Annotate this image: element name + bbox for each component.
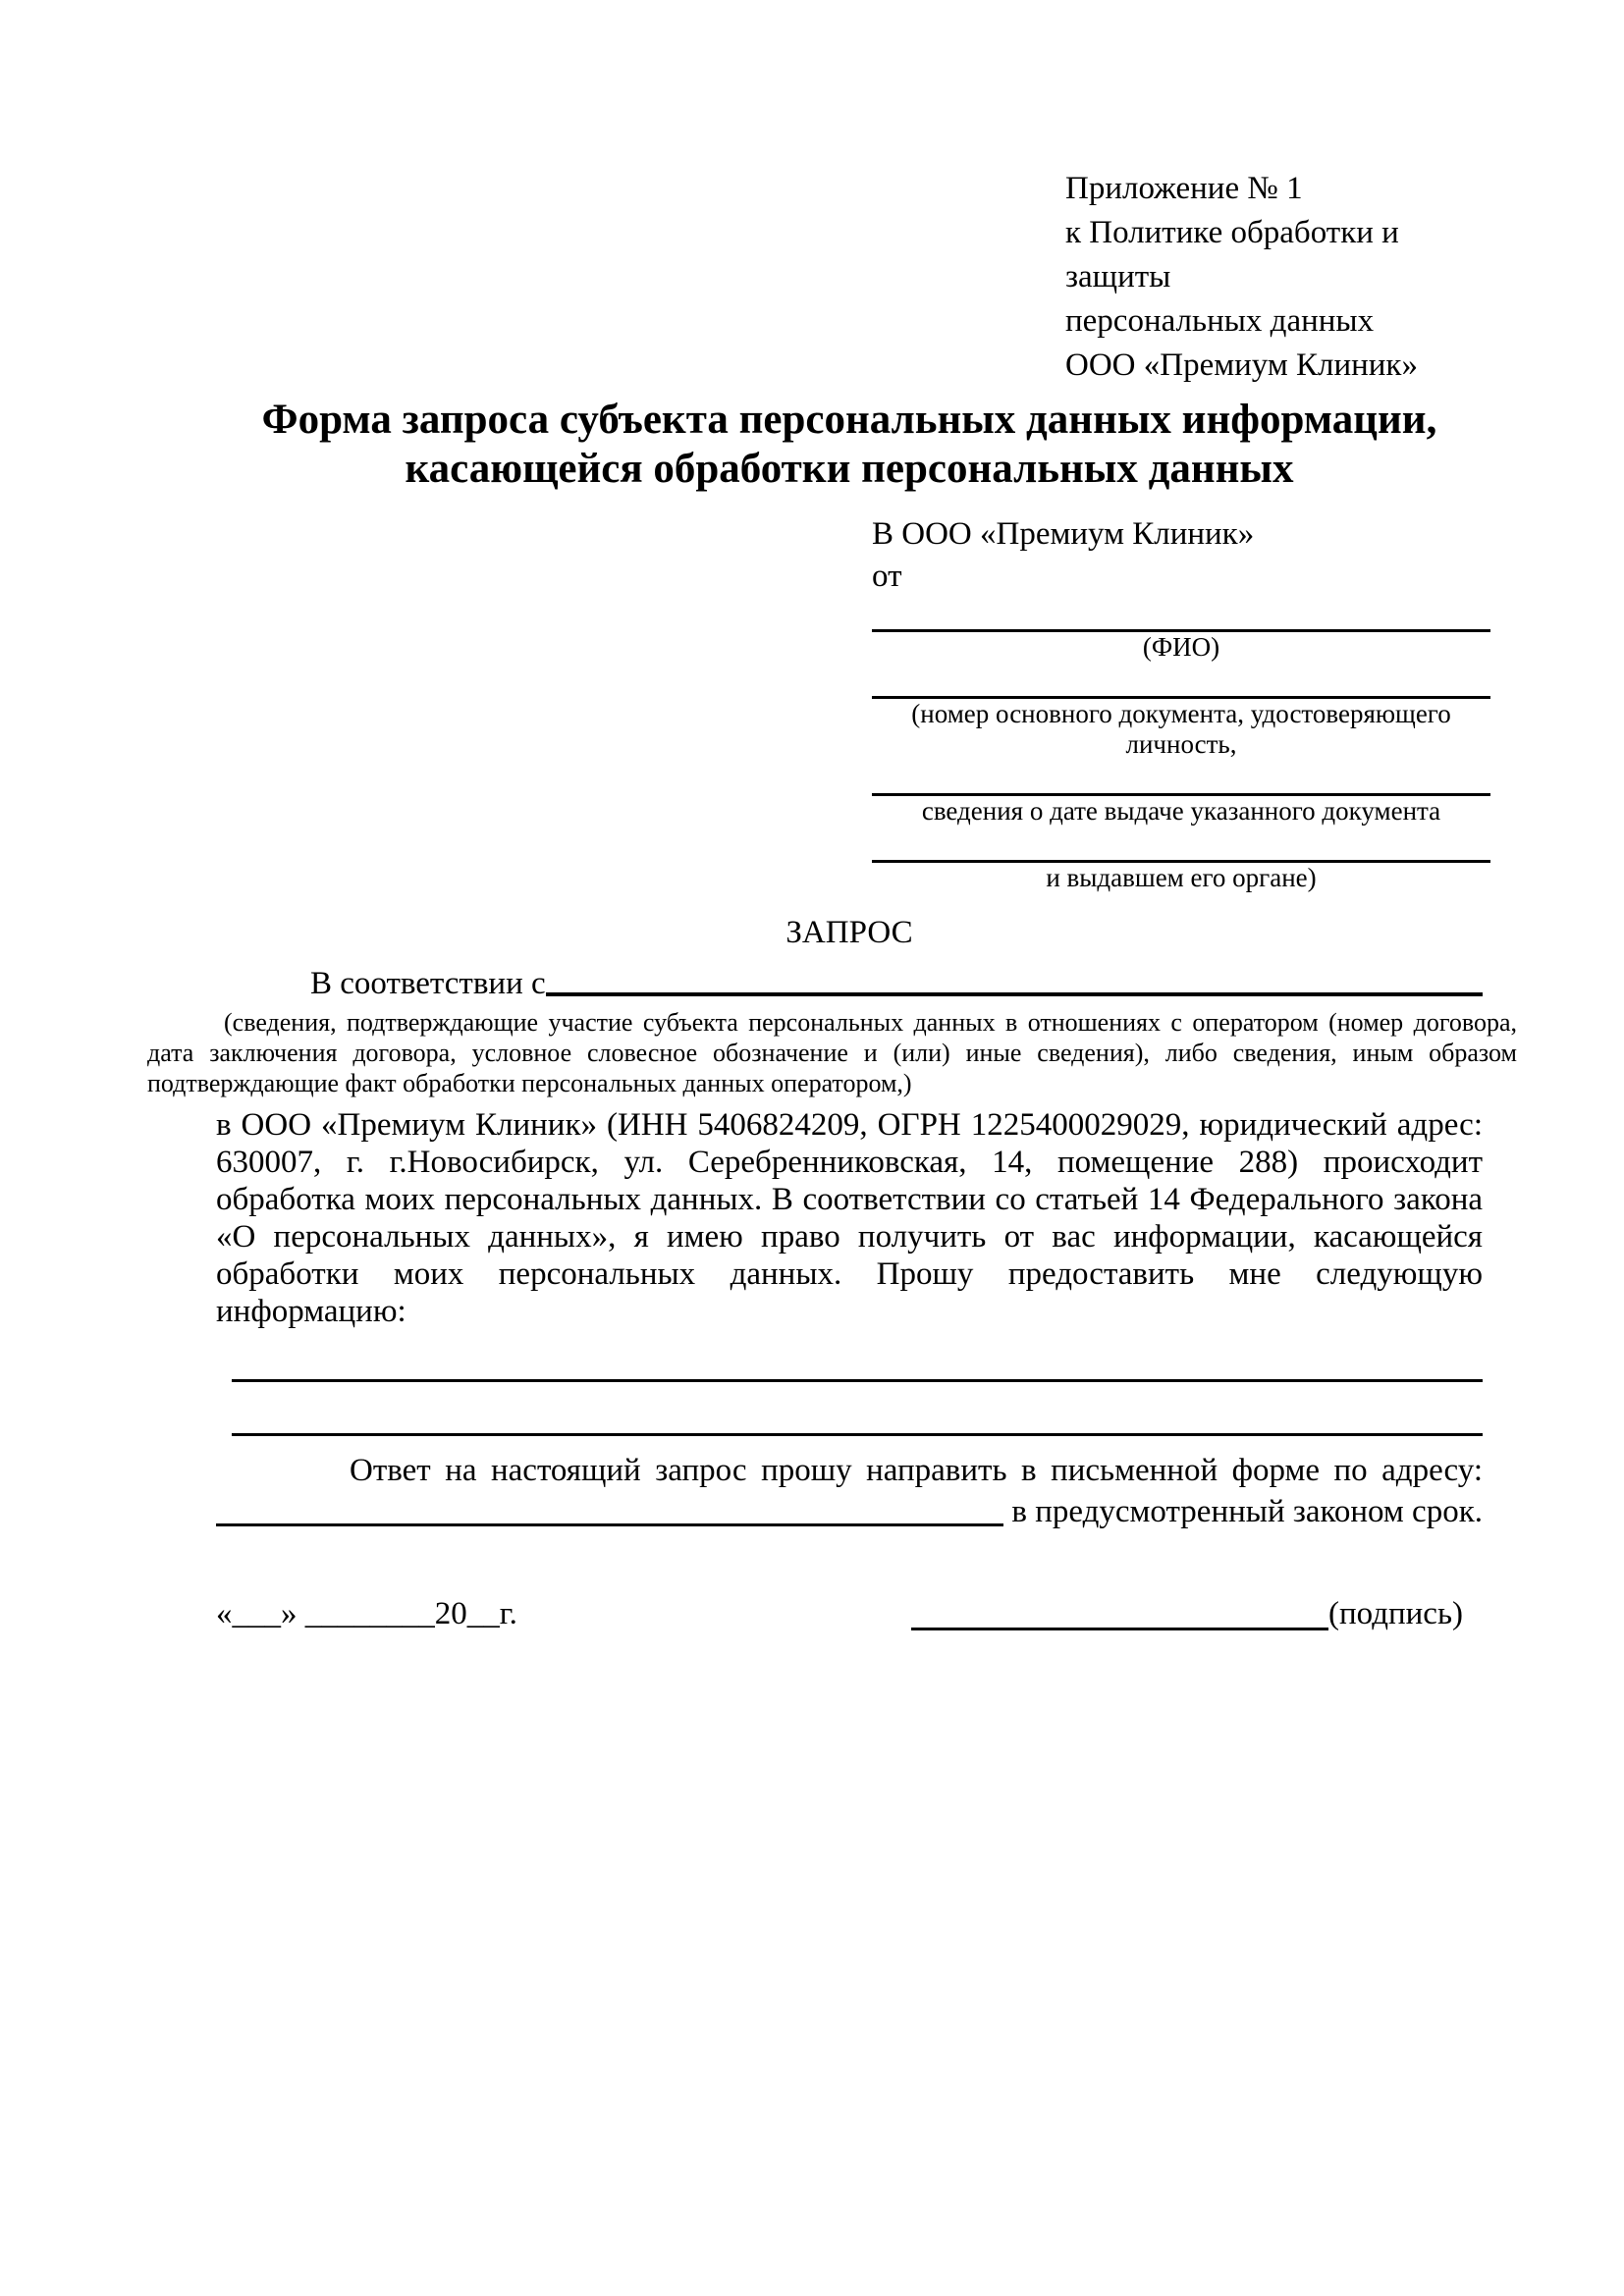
appendix-header [1065,167,1483,388]
blank-line [216,1491,1003,1526]
intro-label: В соответствии с [310,966,546,1001]
addressee-to: В ООО «Премиум Клиник» [872,516,1255,552]
request-section [216,913,1483,1003]
document-title-line: касающейся обработки персональных данных [405,446,1294,492]
appendix-header-line: Приложение № 1 [1065,171,1303,206]
blank-line [546,960,1483,996]
blank-line [872,827,1490,863]
signature-line [911,1591,1328,1630]
blank-line [232,1352,1483,1382]
reply-suffix: в предусмотренный законом срок. [1011,1494,1483,1529]
request-heading: ЗАПРОС [785,915,913,950]
addressee-block [872,511,1490,893]
signature-caption: (подпись) [1328,1596,1463,1631]
blank-line [872,596,1490,632]
blank-line [232,1406,1483,1436]
field-caption: и выдавшем его органе) [1046,863,1317,892]
fio-field [872,596,1490,663]
document-number-field [872,663,1490,760]
field-caption: сведения о дате выдаче указанного документа [921,796,1441,826]
appendix-header-line: персональных данных [1065,303,1375,339]
issuing-authority-field [872,827,1490,893]
spacer [517,1591,911,1636]
addressee-from: от [872,559,902,594]
blank-line [872,760,1490,796]
document-title [216,396,1483,494]
blank-line [872,663,1490,699]
appendix-header-line: ООО «Премиум Клиник» [1065,347,1418,383]
date-blank: «___» ________20__г. [216,1596,517,1631]
body-paragraph: в ООО «Премиум Клиник» (ИНН 5406824209, ОГРН 1225400029029, юридический адрес: 630007, г. г.Новосибирск, ул. Серебренниковская, 14, помещение 288) происходит обработка моих персональных данных. В соответствии со статьей 14 Федерального закона «О персональных данных», я имею право получить от вас информации, касающейся обработки моих персональных данных. Прошу предоставить мне следующую информацию: [216,1107,1483,1329]
intro-row [216,960,1483,1003]
document-title-line: Форма запроса субъекта персональных данных информации, [261,397,1437,443]
field-caption: (номер основного документа, удостоверяющего личность, [911,699,1451,759]
note-paragraph: (сведения, подтверждающие участие субъекта персональных данных в отношениях с оператором (номер договора, дата заключения договора, условное словесное обозначение и (или) иные сведения), либо сведения, иным образом подтверждающие факт обработки персональных данных оператором,) [147,1008,1517,1097]
reply-paragraph [216,1450,1483,1532]
field-caption: (ФИО) [1142,632,1220,662]
reply-address-row [216,1491,1483,1532]
reply-instruction: Ответ на настоящий запрос прошу направить в письменной форме по адресу: [350,1453,1483,1488]
appendix-header-line: к Политике обработки и защиты [1065,215,1399,294]
date-signature-row [216,1591,1463,1636]
issue-date-field [872,760,1490,827]
